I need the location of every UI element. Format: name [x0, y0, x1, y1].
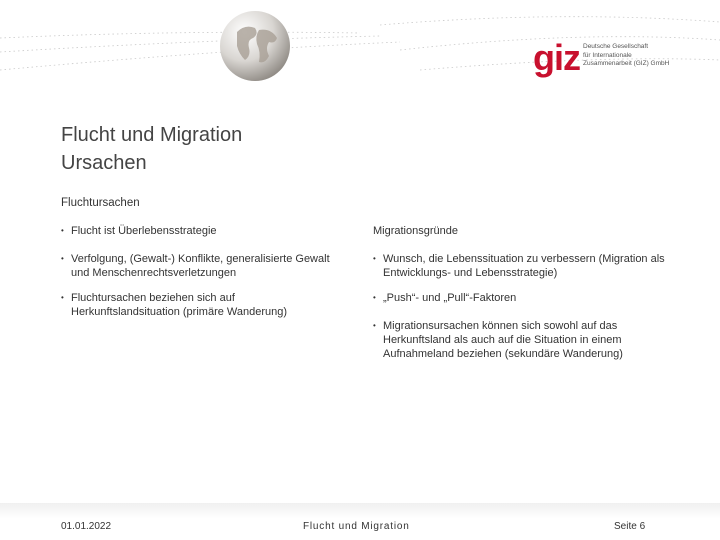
- logo-organization-name: [583, 43, 683, 69]
- list-item: • Fluchtursachen beziehen sich auf Herkunftslandsituation (primäre Wanderung): [61, 291, 331, 319]
- logo-mark: giz: [533, 37, 580, 78]
- slide-title: Flucht und Migration: [61, 124, 243, 146]
- list-item: • Flucht ist Überlebensstrategie: [61, 224, 217, 238]
- list-item: • „Push“- und „Pull“-Faktoren: [373, 291, 516, 305]
- footer-divider: [0, 503, 720, 519]
- logo-line: Deutsche Gesellschaft: [583, 43, 649, 50]
- right-column-heading: Migrationsgründe: [373, 225, 458, 237]
- list-item: • Migrationsursachen können sich sowohl auf das Herkunftsland als auch auf die Situation in einem Aufnahmeland beziehen (sekundäre Wanderung): [373, 319, 663, 361]
- slide-subtitle: Ursachen: [61, 152, 147, 174]
- page-number: Seite 6: [614, 521, 646, 532]
- section-heading: Fluchtursachen: [61, 197, 140, 209]
- list-item: • Verfolgung, (Gewalt-) Konflikte, generalisierte Gewalt und Menschenrechtsverletzungen: [61, 252, 341, 280]
- globe-icon: [219, 10, 291, 82]
- logo-line: Zusammenarbeit (GIZ) GmbH: [583, 60, 670, 67]
- logo-line: für Internationale: [583, 51, 632, 59]
- footer-date: 01.01.2022: [61, 521, 112, 532]
- list-item: • Wunsch, die Lebenssituation zu verbessern (Migration als Entwicklungs- und Lebensstrategie): [373, 252, 668, 280]
- footer-title: Flucht und Migration: [303, 521, 410, 532]
